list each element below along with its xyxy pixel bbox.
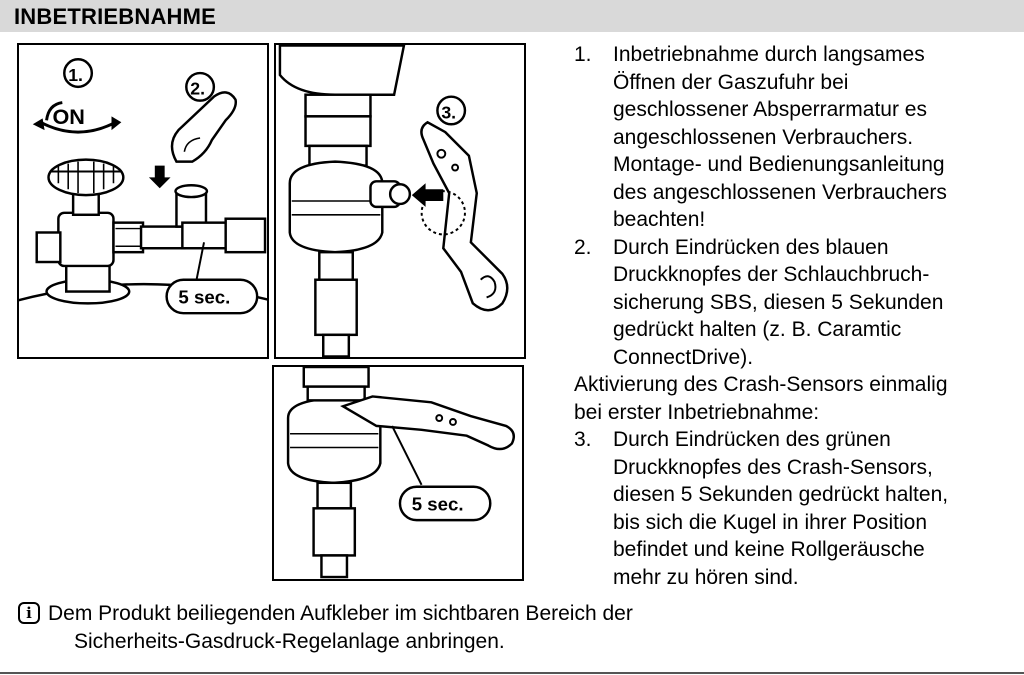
step-3-text (613, 426, 1014, 591)
step-1 (574, 41, 1014, 234)
step-2 (574, 234, 1014, 372)
info-icon: i (18, 602, 40, 624)
step-1-text (613, 41, 1014, 234)
step-3-line: bis sich die Kugel in ihrer Position (613, 510, 927, 534)
wrench-press-illustration (274, 367, 522, 579)
step-3-number: 3. (574, 428, 592, 451)
crash-sensor-intro (574, 371, 1014, 426)
step-3-line: befindet und keine Rollgeräusche (613, 538, 925, 561)
info-note (18, 600, 998, 656)
bottom-divider (0, 672, 1024, 674)
figure-crash-sensor (274, 43, 526, 359)
step-1-line: Montage- und Bedienungsanleitung (613, 153, 945, 176)
step-2-line: Druckknopfes der Schlauchbruch- (613, 263, 930, 286)
intro-line: bei erster Inbetriebnahme: (574, 400, 820, 424)
figure3-duration-label: 5 sec. (411, 493, 464, 515)
step-3-line: diesen 5 Sekunden gedrückt halten, (613, 483, 949, 506)
step-2-line: gedrückt halten (z. B. Caramtic (613, 318, 902, 341)
section-title: INBETRIEBNAHME (14, 4, 217, 29)
step-1-line: des angeschlossenen Verbrauchers (613, 180, 947, 204)
figure-wrench-press (272, 365, 524, 581)
step-2-line: ConnectDrive). (613, 345, 754, 369)
note-line-1 (18, 600, 998, 628)
step-3 (574, 426, 1014, 591)
step-1-line: Öffnen der Gaszufuhr bei (613, 70, 849, 94)
step-3-line: Durch Eindrücken des grünen (613, 428, 891, 451)
step-1-line: Inbetriebnahme durch langsames (613, 43, 925, 66)
figure1-step1-marker: 1. (68, 64, 83, 85)
instruction-steps (574, 41, 1014, 591)
step-1-line: geschlossener Absperrarmatur es (613, 98, 927, 121)
step-3-line: Druckknopfes des Crash-Sensors, (613, 455, 933, 479)
step-1-line: beachten! (613, 208, 706, 231)
section-header (0, 0, 1024, 32)
figure1-duration-label: 5 sec. (178, 286, 231, 308)
figure-valve-sbs (17, 43, 269, 359)
step-2-line: Durch Eindrücken des blauen (613, 235, 889, 259)
step-2-number: 2. (574, 235, 592, 259)
step-3-line: mehr zu hören sind. (613, 565, 799, 589)
note-text-1: Dem Produkt beiliegenden Aufkleber im sichtbaren Bereich der (48, 602, 633, 625)
on-label: ON (52, 104, 85, 130)
valve-illustration (19, 45, 267, 357)
intro-line: Aktivierung des Crash-Sensors einmalig (574, 373, 948, 396)
figure1-step2-marker: 2. (190, 78, 206, 99)
crash-sensor-illustration (276, 45, 524, 357)
step-2-line: sicherung SBS, diesen 5 Sekunden (613, 290, 944, 314)
note-text-2: Sicherheits-Gasdruck-Regelanlage anbringen. (74, 630, 505, 653)
step-2-text (613, 234, 1014, 372)
step-1-number: 1. (574, 43, 592, 66)
step-1-line: angeschlossenen Verbrauchers. (613, 125, 914, 149)
figure2-step3-marker: 3. (441, 102, 457, 123)
